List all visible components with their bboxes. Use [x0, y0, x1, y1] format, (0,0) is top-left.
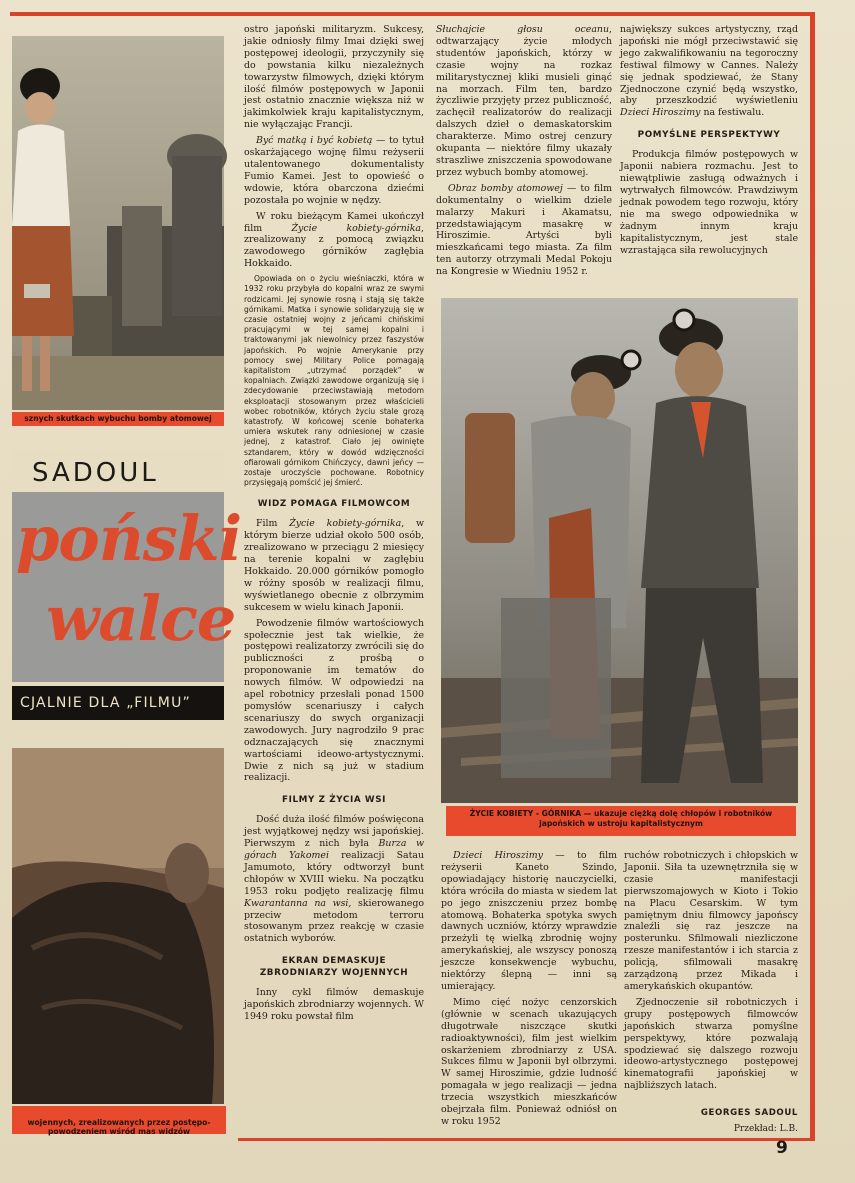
red-border-right: [810, 12, 815, 1140]
col2-paragraph-7: Inny cykl filmów demaskuje japońskich zbrodniarzy wojennych. W 1949 roku powstał film: [244, 987, 424, 1023]
text-column-2: [244, 24, 424, 1134]
title-author: SADOUL: [32, 458, 159, 488]
col5-paragraph-2: Mimo cięć nożyc cenzorskich (głównie w scenach ukazujących długotrwałe niszczące skutki radioaktywności), film jest wielkim oskarżeniem zbrodniarzy z USA. Sukces filmu w Japonii był olbrzymi. W samej Hiroszimie, gdzie ludność pomagała w jego realizacji — jedna trzecia wszystkich mieszkańców obejrzała film. Ponieważ odniósł on w roku 1952: [441, 996, 617, 1127]
heading-filmy-z-zycia-wsi: FILMY Z ŻYCIA WSI: [281, 795, 387, 806]
col3-paragraph-2: Obraz bomby atomowej — to film dokumentalny o wielkim dziele malarzy Makuri i Akamatsu, przedstawiającym masakrę w Hiroszimie. Artyści byli mieszkańcami tego miasta. Za film ten autorzy otrzymali Medal Pokoju na Kongresie w Wiedniu 1952 r.: [436, 182, 612, 278]
title-line-2: walce: [46, 582, 236, 655]
film-title-zycie-kobiety: Życie kobiety-górnika: [291, 222, 422, 234]
photo2-caption: [12, 1106, 226, 1137]
photo-hiroshima-girl: [12, 36, 224, 410]
heading-ekran-demaskuje: EKRAN DEMASKUJE ZBRODNIARZY WOJENNYCH: [259, 956, 409, 979]
film-title-dzieci-hiroszimy: Dzieci Hiroszimy: [620, 107, 701, 119]
film-title-byc-matka: Być matką i być kobietą: [256, 135, 373, 147]
text-column-3: [436, 24, 612, 294]
photo2-caption-text: wojennych, zrealizowanych przez postępo- powodzeniem wśród mas widzów: [27, 1117, 211, 1137]
col4-paragraph-1: największy sukces artystyczny, rząd japoński nie mógł przeciwstawić się jego zakwalifikowaniu na tegoroczny festiwal filmowy w Cannes. Należy się jednak spodziewać, że Stany Zjednoczone czynić będą wszystko, aby przeszkodzić wyświetleniu Dzieci Hiroszimy na festiwalu.: [620, 24, 798, 119]
col2-synopsis: Opowiada on o życiu wieśniaczki, która w 1932 roku przybyła do kopalni wraz ze swymi rodzicami. Jej synowie rosną i stają się także górnikami. Matka i synowie solidaryzują się w czasie ostatniej wojny z jeńcami chińskimi pracującymi w tej samej kopalni i traktowanymi jak niewolnicy przez faszystów japońskich. Po wojnie Amerykanie przy pomocy swej Military Police pomagają kapitalistom „utrzymać porządek” w kopalniach. Związki zawodowe organizują się i zdecydowanie przeciwstawiają metodom eksploatacji stosowanym przez właścicieli wobec robotników, których życiu stale grozą katastrofy. W końcowej scenie bohaterka umiera wskutek rany odniesionej w czasie jednej, z katastrof. Ciało jej owinięte sztandarem, który w dowód wdzięczności ofiarowali górnikom Chińczycy, dawni jeńcy — zostaje uroczyście pochowane. Robotnicy przysięgają pomścić jej śmierć.: [244, 274, 424, 488]
col2-paragraph-2: Być matką i być kobietą — to tytuł oskarżającego wojnę filmu reżyserii utalentowanego dokumentalisty Fumio Kamei. Jest to opowieść o wdowie, która obarczona dziećmi pozostała po wojnie w nędzy.: [244, 135, 424, 206]
author-signature: GEORGES SADOUL: [700, 1108, 798, 1119]
col3-paragraph-1: Słuchajcie głosu oceanu, odtwarzający życie młodych studentów japońskich, którzy w czasie wojny na rozkaz militarystycznej kliki musieli ginąć na morzach. Film ten, bardzo życzliwie przyjęty przez publiczność, zachęcił realizatorów do realizacji dalszych dzieł o demaskatorskim charakterze. Mimo ostrej cenzury okupanta — niektóre filmy ukazały straszliwe zniszczenia spowodowane przez wybuch bomby atomowej.: [436, 24, 612, 178]
col4-paragraph-2: Produkcja filmów postępowych w Japonii nabiera rozmachu. Jest to niewątpliwie zasługą odważnych i wytrwałych filmowców. Prawdziwym jednak powodem tego rozwoju, który nie ma swego odpowiednika w żadnym innym kraju kapitalistycznym, jest stale wzrastająca siła rewolucyjnych: [620, 149, 798, 256]
text-column-5: [441, 850, 618, 1127]
photo1-caption: sznych skutkach wybuchu bomby atomowej: [12, 412, 224, 426]
col2-paragraph-6: Dość duża ilość filmów poświęcona jest wyjątkowej nędzy wsi japońskiej. Pierwszym z nich była Burza w górach Yakomei realizacji Satau Jamumoto, który odtworzył bunt chłopów w XVIII wieku. Na początku 1953 roku podjęto realizację filmu Kwarantanna na wsi, skierowanego przeciw metodom terroru stosowanym przez reakcję w czasie ostatnich wyborów.: [244, 814, 425, 945]
red-border-top: [10, 12, 815, 16]
miners-caption: ŻYCIE KOBIETY - GÓRNIKA — ukazuje ciężką dolę chłopów i robotników japońskich w ustroju kapitalistycznym: [446, 806, 796, 836]
col2-paragraph-3: W roku bieżącym Kamei ukończył film Życie kobiety-górnika, zrealizowany z pomocą związku zawodowego górników zagłębia Hokkaido.: [244, 210, 425, 270]
film-title-sluchajcie: Słuchajcie głosu oceanu: [436, 24, 610, 35]
col2-paragraph-5: Powodzenie filmów wartościowych społecznie jest tak wielkie, że postępowi realizatorzy zwrócili się do publiczności z prośbą o proponowanie im tematów do nowych filmów. W odpowiedzi na apel robotnicy przesłali ponad 1500 pomysłów scenariuszy i całych scenariuszy do swych organizacji zawodowych. Jury nagrodziło 9 prac odznaczających się znacznymi wartościami ideowo-artystycznymi. Dwie z nich są już w stadium realizacji.: [244, 617, 424, 784]
col2-paragraph-1: ostro japoński militaryzm. Sukcesy, jakie odniosły filmy Imai dzięki swej postępowej ideologii, przyczyniły się do powstania kilku niezależnych towarzystw filmowych, dzięki którym ilość filmów postępowych w Japonii jest ostatnio znacznie większa niż w jakimkolwiek kraju kapitalistycznym, nie wyłączając Francji.: [244, 24, 424, 131]
article-title-card: [12, 450, 242, 682]
red-border-bottom: [238, 1138, 815, 1141]
text-column-4: [620, 24, 798, 294]
heading-widz-pomaga: WIDZ POMAGA FILMOWCOM: [257, 499, 411, 510]
film-title-obraz-bomby: Obraz bomby atomowej: [448, 182, 563, 194]
col2-paragraph-4: Film Życie kobiety-górnika, w którym bierze udział około 500 osób, zrealizowano w przeciągu 2 miesięcy na terenie kopalni w zagłębiu Hokkaido. 20.000 górników pomogło w różny sposób w realizacji filmu, wyświetlanego obecnie z olbrzymim sukcesem w wielu kinach Japonii.: [244, 518, 425, 613]
heading-pomyslne-perspektywy: POMYŚLNE PERSPEKTYWY: [637, 130, 781, 141]
col6-paragraph-1: ruchów robotniczych i chłopskich w Japonii. Siła ta uzewnętrzniła się w czasie manifestacji pierwszomajowych w Kioto i Tokio na Placu Cesarskim. W tym pamiętnym dniu filmowcy japońscy znaleźli się raz jeszcze na posterunku. Sfilmowali niezliczone rzesze manifestantów i ich starcia z policją, sfilmowali masakrę zarządzoną przez Mikada i amerykańskich okupantów.: [624, 850, 798, 992]
band-text: CJALNIE DLA „FILMU”: [20, 695, 191, 711]
photo-burned-victim: [12, 748, 224, 1104]
text-column-6: [624, 850, 798, 1135]
col5-paragraph-1: Dzieci Hiroszimy — to film reżyserii Kaneto Szindo, opowiadający historię nauczycielki, która wróciła do miasta w siedem lat po jego zniszczeniu przez bombę atomową. Bohaterka spotyka swych dawnych uczniów, którzy wprawdzie przeżyli tę wielką zbrodnię wojny amerykańskiej, ale wszyscy ponoszą jeszcze konsekwencje wybuchu, niektórzy ślepną — inni są umierający.: [441, 850, 618, 992]
col6-paragraph-2: Zjednoczenie sił robotniczych i grupy postępowych filmowców japońskich stwarza pomyślne perspektywy, które pozwalają spodziewać się dalszego rozwoju ideowo-artystycznego postępowej kinematografii japońskiej w najbliższych latach.: [624, 996, 798, 1092]
photo-miners: [441, 298, 798, 803]
title-line-1: poński: [16, 502, 242, 575]
translation-credit: Przekład: L.B.: [733, 1124, 798, 1135]
special-for-film-band: [12, 686, 224, 720]
page-number: 9: [776, 1138, 788, 1158]
